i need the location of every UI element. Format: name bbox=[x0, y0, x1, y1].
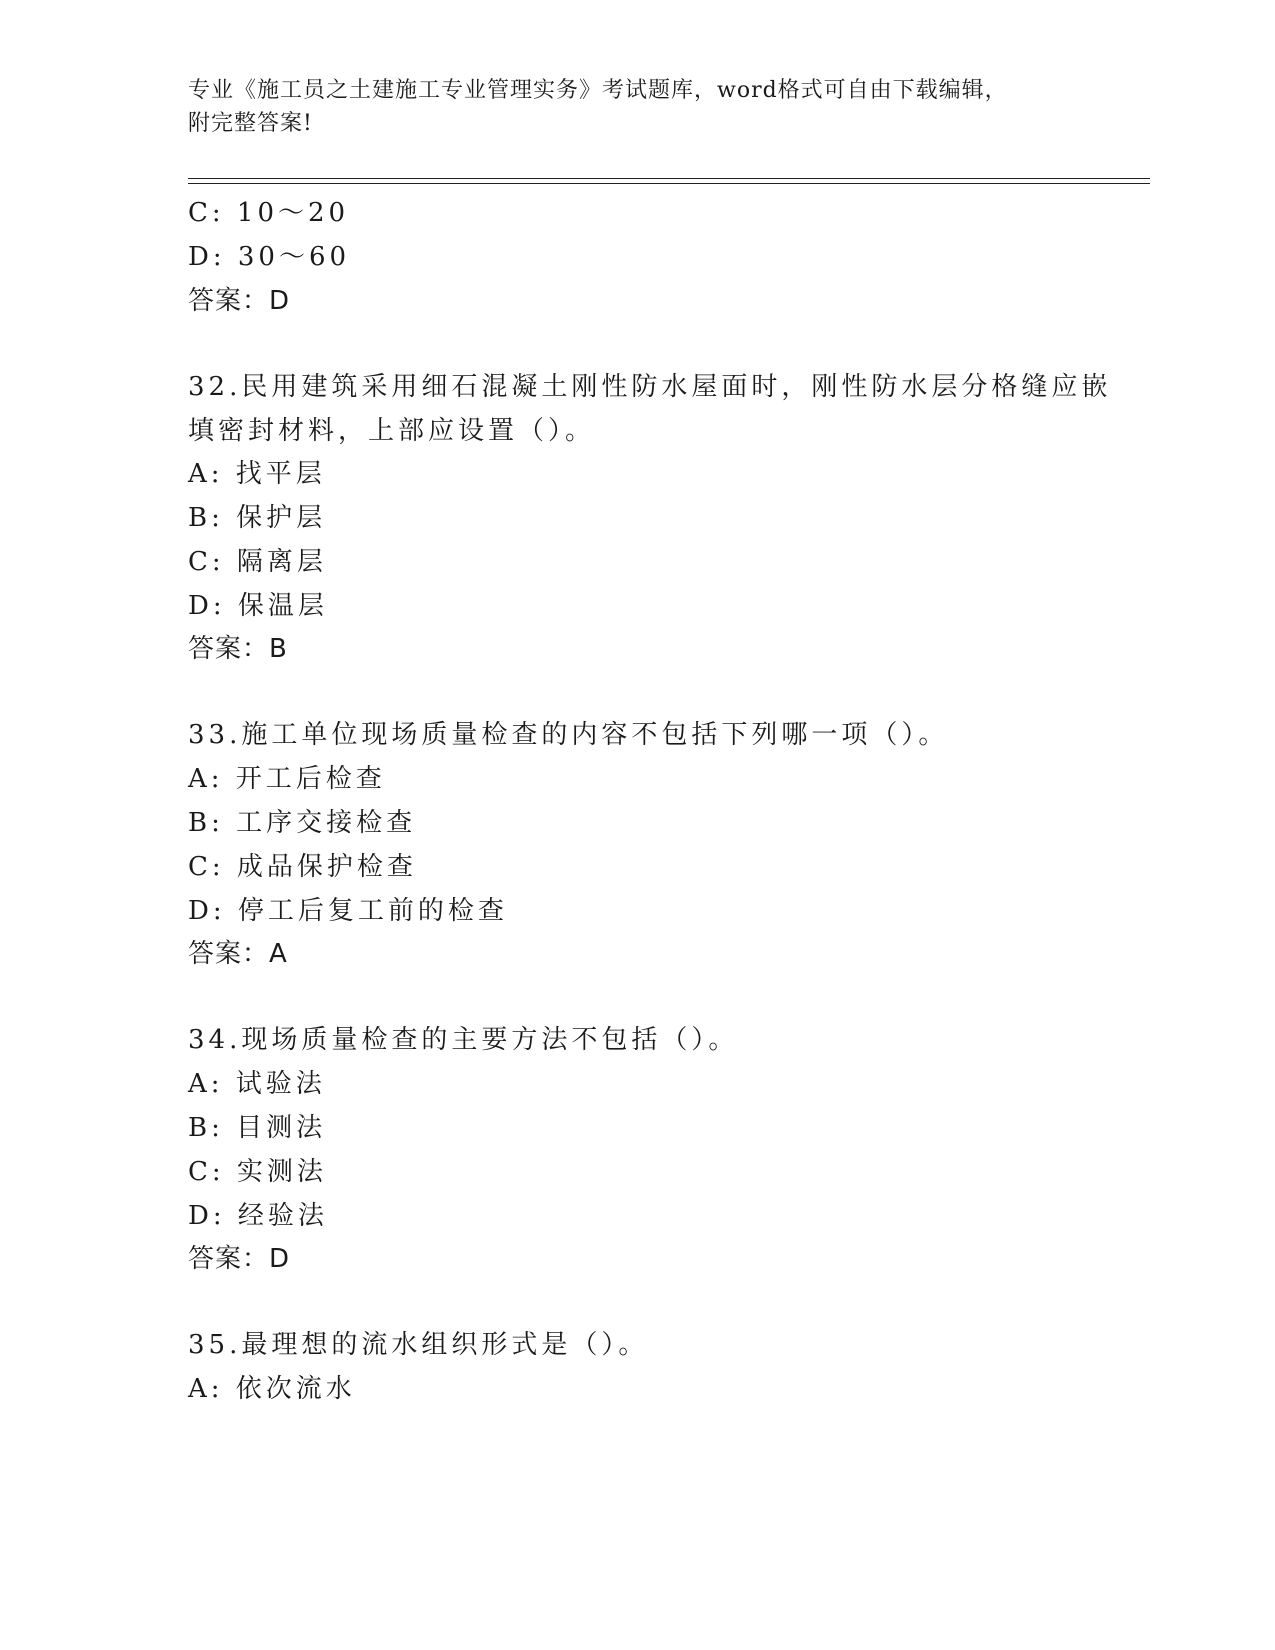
option-d: D: 30～60 bbox=[188, 242, 351, 272]
header-line-1: 专业《施工员之土建施工专业管理实务》考试题库，word格式可自由下载编辑， bbox=[188, 78, 1008, 103]
option-d: D: 经验法 bbox=[188, 1201, 328, 1231]
option-b: B: 目测法 bbox=[188, 1113, 327, 1143]
question-stem-continued: 填密封材料，上部应设置（）。 bbox=[188, 416, 596, 446]
answer: 答案：B bbox=[188, 634, 288, 664]
option-d: D: 保温层 bbox=[188, 591, 328, 621]
option-b: B: 工序交接检查 bbox=[188, 808, 417, 838]
option-a: A: 依次流水 bbox=[188, 1374, 356, 1404]
answer: 答案：D bbox=[188, 1244, 291, 1274]
document-header bbox=[188, 74, 1088, 140]
question-stem: 32.民用建筑采用细石混凝土刚性防水屋面时，刚性防水层分格缝应嵌 bbox=[188, 372, 1112, 402]
option-a: A: 开工后检查 bbox=[188, 764, 386, 794]
option-a: A: 找平层 bbox=[188, 459, 326, 489]
option-a: A: 试验法 bbox=[188, 1069, 326, 1099]
question-stem: 33.施工单位现场质量检查的内容不包括下列哪一项（）。 bbox=[188, 720, 949, 750]
option-d: D: 停工后复工前的检查 bbox=[188, 896, 508, 926]
option-c: C: 成品保护检查 bbox=[188, 852, 417, 882]
answer: 答案：A bbox=[188, 939, 288, 969]
option-c: C: 实测法 bbox=[188, 1157, 327, 1187]
question-stem: 34.现场质量检查的主要方法不包括（）。 bbox=[188, 1025, 739, 1055]
option-c: C: 隔离层 bbox=[188, 547, 327, 577]
header-divider-bottom bbox=[188, 183, 1150, 184]
answer: 答案：D bbox=[188, 286, 291, 316]
header-divider-top bbox=[188, 178, 1150, 179]
option-b: B: 保护层 bbox=[188, 503, 327, 533]
header-line-2: 附完整答案! bbox=[188, 111, 313, 136]
question-stem: 35.最理想的流水组织形式是（）。 bbox=[188, 1330, 649, 1360]
option-c: C: 10～20 bbox=[188, 198, 350, 228]
